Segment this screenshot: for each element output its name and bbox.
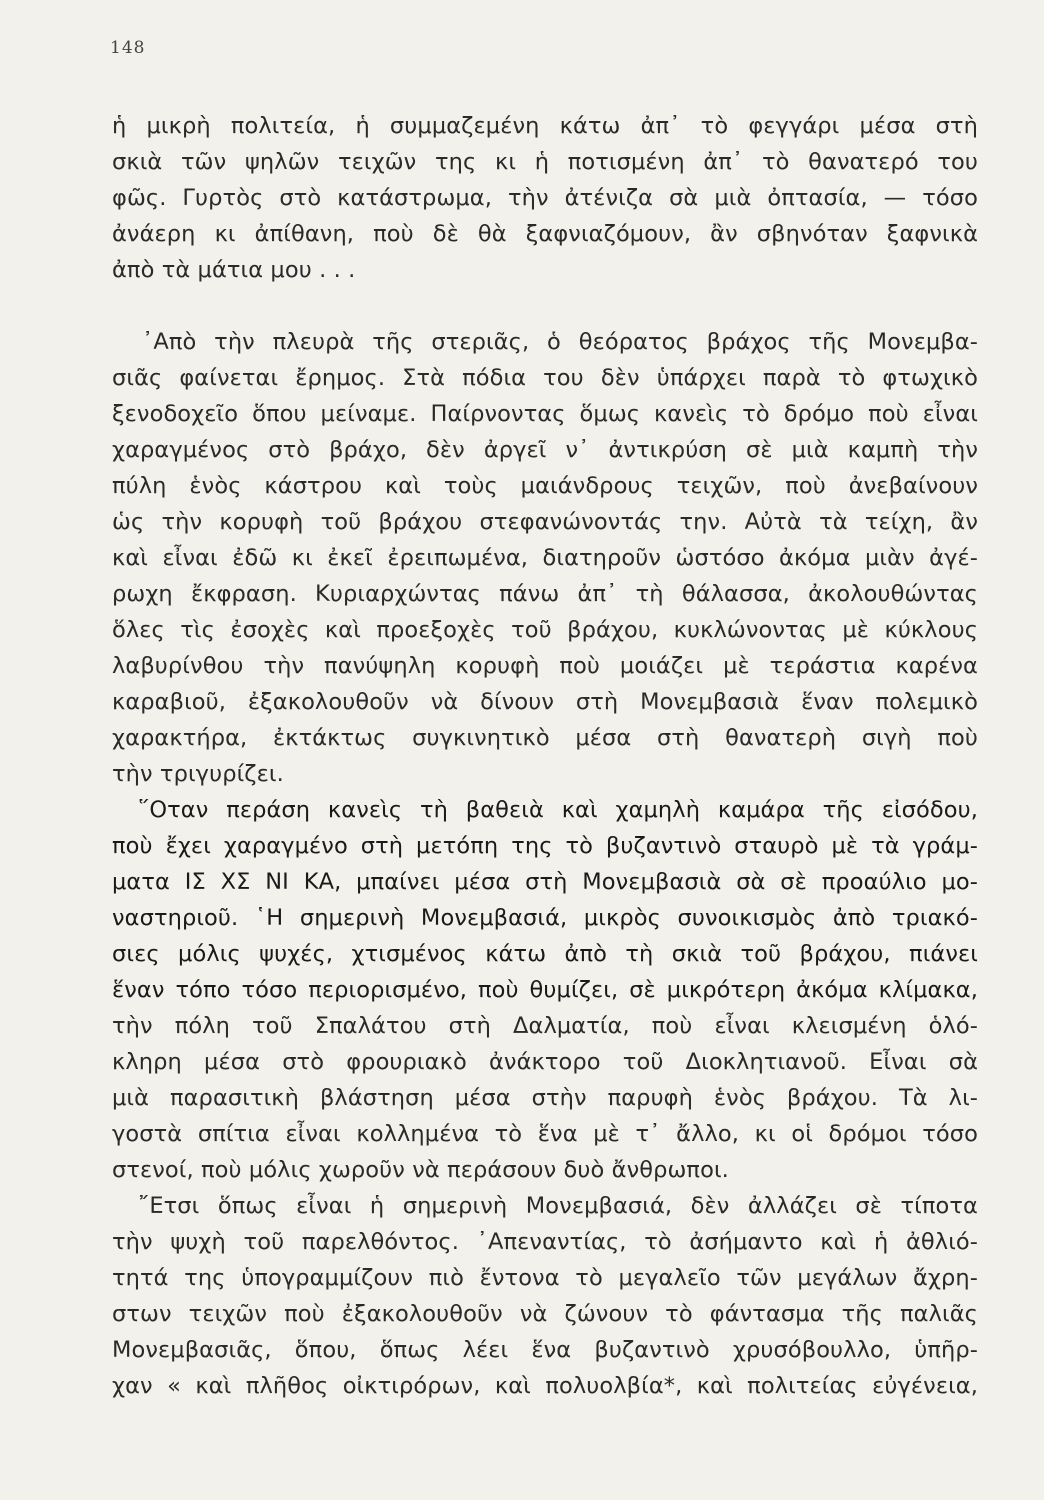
text-line: μιὰ παρασιτικὴ βλάστηση μέσα στὴν παρυφὴ ἑνὸς βράχου. Τὰ λι- bbox=[112, 1085, 978, 1111]
text-line: στενοί, ποὺ μόλις χωροῦν νὰ περάσουν δυὸ ἄνθρωποι. bbox=[112, 1157, 729, 1183]
text-line: τὴν τριγυρίζει. bbox=[112, 761, 284, 787]
text-line: χαρακτήρα, ἐκτάκτως συγκινητικὸ μέσα στὴ θανατερὴ σιγὴ ποὺ bbox=[112, 725, 978, 751]
text-line: σκιὰ τῶν ψηλῶν τειχῶν της κι ἡ ποτισμένη ἀπ᾿ τὸ θανατερό του bbox=[112, 149, 978, 175]
paragraph-1 bbox=[112, 108, 978, 288]
text-line: κληρη μέσα στὸ φρουριακὸ ἀνάκτορο τοῦ Διοκλητιανοῦ. Εἶναι σὰ bbox=[112, 1049, 978, 1075]
text-line: χαραγμένος στὸ βράχο, δὲν ἀργεῖ ν᾿ ἀντικρύση σὲ μιὰ καμπὴ τὴν bbox=[112, 437, 978, 463]
text-line: ὡς τὴν κορυφὴ τοῦ βράχου στεφανώνοντάς την. Αὐτὰ τὰ τείχη, ἂν bbox=[112, 509, 978, 535]
text-line: ποὺ ἔχει χαραγμένο στὴ μετόπη της τὸ βυζαντινὸ σταυρὸ μὲ τὰ γράμ- bbox=[112, 833, 978, 859]
text-line: καραβιοῦ, ἐξακολουθοῦν νὰ δίνουν στὴ Μονεμβασιὰ ἕναν πολεμικὸ bbox=[112, 689, 978, 715]
text-line: ρωχη ἔκφραση. Κυριαρχώντας πάνω ἀπ᾿ τὴ θάλασσα, ἀκολουθώντας bbox=[112, 581, 978, 607]
text-line: τητά της ὑπογραμμίζουν πιὸ ἔντονα τὸ μεγαλεῖο τῶν μεγάλων ἄχρη- bbox=[112, 1265, 978, 1291]
text-line: ἡ μικρὴ πολιτεία, ἡ συμμαζεμένη κάτω ἀπ᾿ τὸ φεγγάρι μέσα στὴ bbox=[112, 113, 978, 139]
text-line: καὶ εἶναι ἐδῶ κι ἐκεῖ ἐρειπωμένα, διατηροῦν ὡστόσο ἀκόμα μιὰν ἀγέ- bbox=[112, 545, 978, 571]
text-line: ἕναν τόπο τόσο περιορισμένο, ποὺ θυμίζει, σὲ μικρότερη ἀκόμα κλίμακα, bbox=[112, 977, 978, 1003]
text-line: στων τειχῶν ποὺ ἐξακολουθοῦν νὰ ζώνουν τὸ φάντασμα τῆς παλιᾶς bbox=[112, 1301, 978, 1327]
text-line: σιᾶς φαίνεται ἔρημος. Στὰ πόδια του δὲν ὑπάρχει παρὰ τὸ φτωχικὸ bbox=[112, 365, 978, 391]
text-line: Μονεμβασιᾶς, ὅπου, ὅπως λέει ἕνα βυζαντινὸ χρυσόβουλλο, ὑπῆρ- bbox=[112, 1337, 978, 1363]
text-line: ῞Οταν περάση κανεὶς τὴ βαθειὰ καὶ χαμηλὴ καμάρα τῆς εἰσόδου, bbox=[138, 797, 978, 823]
paragraph-2 bbox=[112, 324, 978, 792]
text-line: τὴν ψυχὴ τοῦ παρελθόντος. ᾿Απεναντίας, τὸ ἀσήμαντο καὶ ἡ ἀθλιό- bbox=[112, 1229, 978, 1255]
text-line: ᾿Απὸ τὴν πλευρὰ τῆς στεριᾶς, ὁ θεόρατος βράχος τῆς Μονεμβα- bbox=[142, 329, 978, 355]
page-number: 148 bbox=[110, 38, 146, 58]
paragraph-4 bbox=[112, 1188, 978, 1404]
text-line: λαβυρίνθου τὴν πανύψηλη κορυφὴ ποὺ μοιάζει μὲ τεράστια καρένα bbox=[112, 653, 978, 679]
paragraph-3 bbox=[112, 792, 978, 1188]
text-line: πύλη ἑνὸς κάστρου καὶ τοὺς μαιάνδρους τειχῶν, ποὺ ἀνεβαίνουν bbox=[112, 473, 978, 499]
text-line: ξενοδοχεῖο ὅπου μείναμε. Παίρνοντας ὅμως κανεὶς τὸ δρόμο ποὺ εἶναι bbox=[112, 401, 978, 427]
text-line: ματα ΙΣ ΧΣ ΝΙ ΚΑ, μπαίνει μέσα στὴ Μονεμβασιὰ σὰ σὲ προαύλιο μο- bbox=[112, 869, 978, 895]
text-line: φῶς. Γυρτὸς στὸ κατάστρωμα, τὴν ἀτένιζα σὰ μιὰ ὀπτασία, — τόσο bbox=[112, 185, 978, 211]
text-line: ἀνάερη κι ἀπίθανη, ποὺ δὲ θὰ ξαφνιαζόμουν, ἂν σβηνόταν ξαφνικὰ bbox=[112, 221, 978, 247]
text-line: τὴν πόλη τοῦ Σπαλάτου στὴ Δαλματία, ποὺ εἶναι κλεισμένη ὁλό- bbox=[112, 1013, 978, 1039]
text-line: γοστὰ σπίτια εἶναι κολλημένα τὸ ἕνα μὲ τ᾿ ἄλλο, κι οἱ δρόμοι τόσο bbox=[112, 1121, 978, 1147]
text-line: σιες μόλις ψυχές, χτισμένος κάτω ἀπὸ τὴ σκιὰ τοῦ βράχου, πιάνει bbox=[112, 941, 978, 967]
text-line: ναστηριοῦ. ῾Η σημερινὴ Μονεμβασιά, μικρὸς συνοικισμὸς ἀπὸ τριακό- bbox=[112, 905, 978, 931]
text-line: ῎Ετσι ὅπως εἶναι ἡ σημερινὴ Μονεμβασιά, δὲν ἀλλάζει σὲ τίποτα bbox=[138, 1193, 978, 1219]
text-line: ἀπὸ τὰ μάτια μου . . . bbox=[112, 257, 356, 283]
text-line: ὅλες τὶς ἐσοχὲς καὶ προεξοχὲς τοῦ βράχου, κυκλώνοντας μὲ κύκλους bbox=[112, 617, 978, 643]
text-line: χαν « καὶ πλῆθος οἰκτιρόρων, καὶ πολυολβία*, καὶ πολιτείας εὐγένεια, bbox=[112, 1373, 978, 1399]
